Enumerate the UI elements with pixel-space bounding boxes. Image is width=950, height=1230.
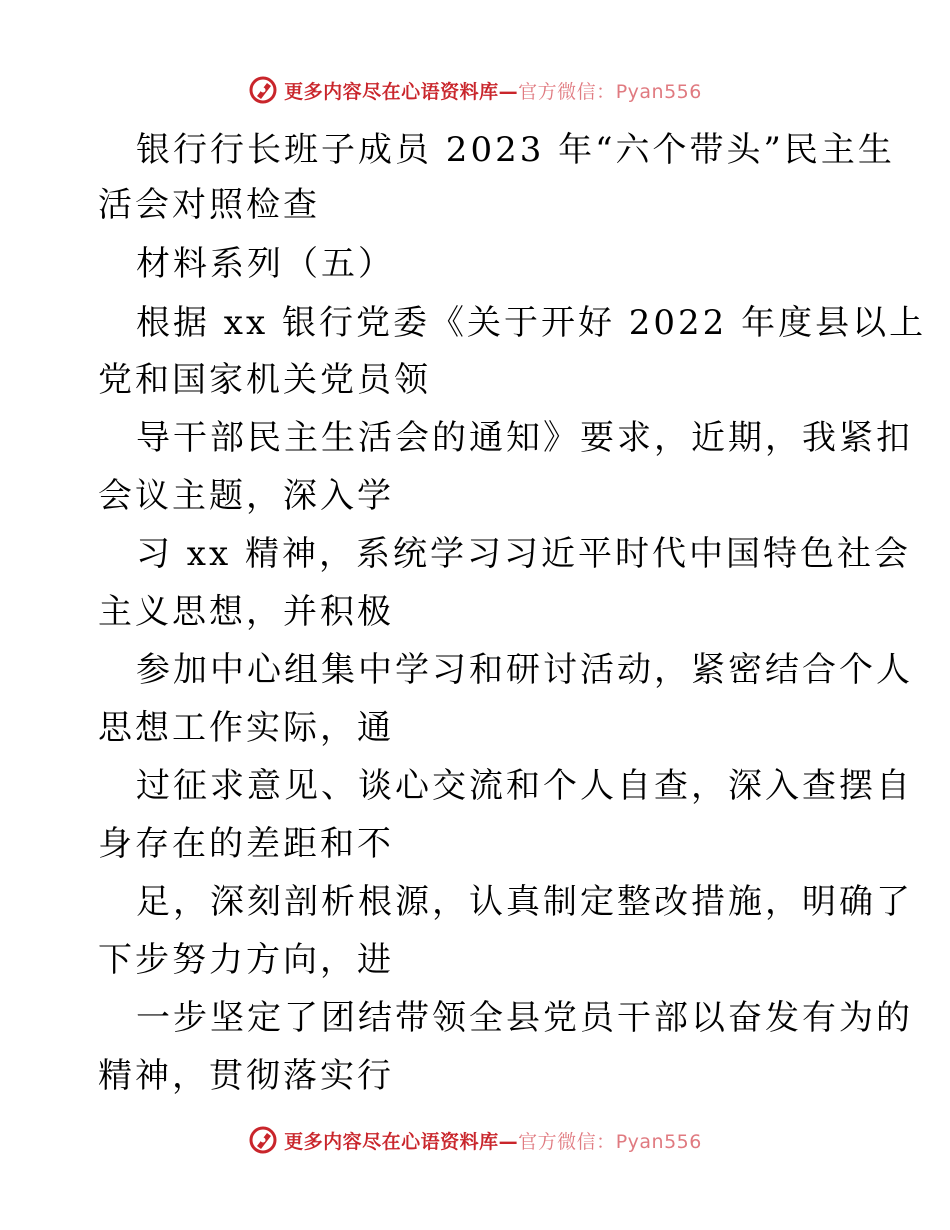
text-line-4: 根据 xx 银行党委《关于开好 2022 年度县以上 [136,303,927,343]
text-line-1: 银行行长班子成员 2023 年“六个带头”民主生 [136,130,895,170]
text-line-14: 足，深刻剖析根源，认真制定整改措施，明确了 [136,882,913,922]
text-line-6: 导干部民主生活会的通知》要求，近期，我紧扣 [136,418,913,458]
text-line-12: 过征求意见、谈心交流和个人自查，深入查摆自 [136,766,913,806]
banner-slogan: 更多内容尽在心语资料库— [284,80,519,103]
text-line-13: 身存在的差距和不 [98,824,394,864]
text-line-8: 习 xx 精神，系统学习习近平时代中国特色社会 [136,534,911,574]
banner-wechat-label: 官方微信： [518,1130,616,1153]
banner-wechat-id: Pyan556 [615,80,702,103]
text-line-9: 主义思想，并积极 [98,592,394,632]
text-line-15: 下步努力方向，进 [98,940,394,980]
header-banner [0,70,950,110]
banner-text [284,1127,702,1154]
text-line-3: 材料系列（五） [136,244,395,284]
banner-wechat-id: Pyan556 [615,1130,702,1153]
text-line-17: 精神，贯彻落实行 [98,1056,394,1096]
text-line-5: 党和国家机关党员领 [98,360,431,400]
pen-circle-icon [248,1125,278,1155]
footer-banner [0,1120,950,1160]
banner-slogan: 更多内容尽在心语资料库— [284,1130,519,1153]
text-line-7: 会议主题，深入学 [98,476,394,516]
text-line-11: 思想工作实际，通 [98,708,394,748]
banner-text [284,77,702,104]
text-line-10: 参加中心组集中学习和研讨活动，紧密结合个人 [136,650,913,690]
pen-circle-icon [248,75,278,105]
banner-wechat-label: 官方微信： [518,80,616,103]
text-line-16: 一步坚定了团结带领全县党员干部以奋发有为的 [136,998,913,1038]
text-line-2: 活会对照检查 [98,185,320,225]
